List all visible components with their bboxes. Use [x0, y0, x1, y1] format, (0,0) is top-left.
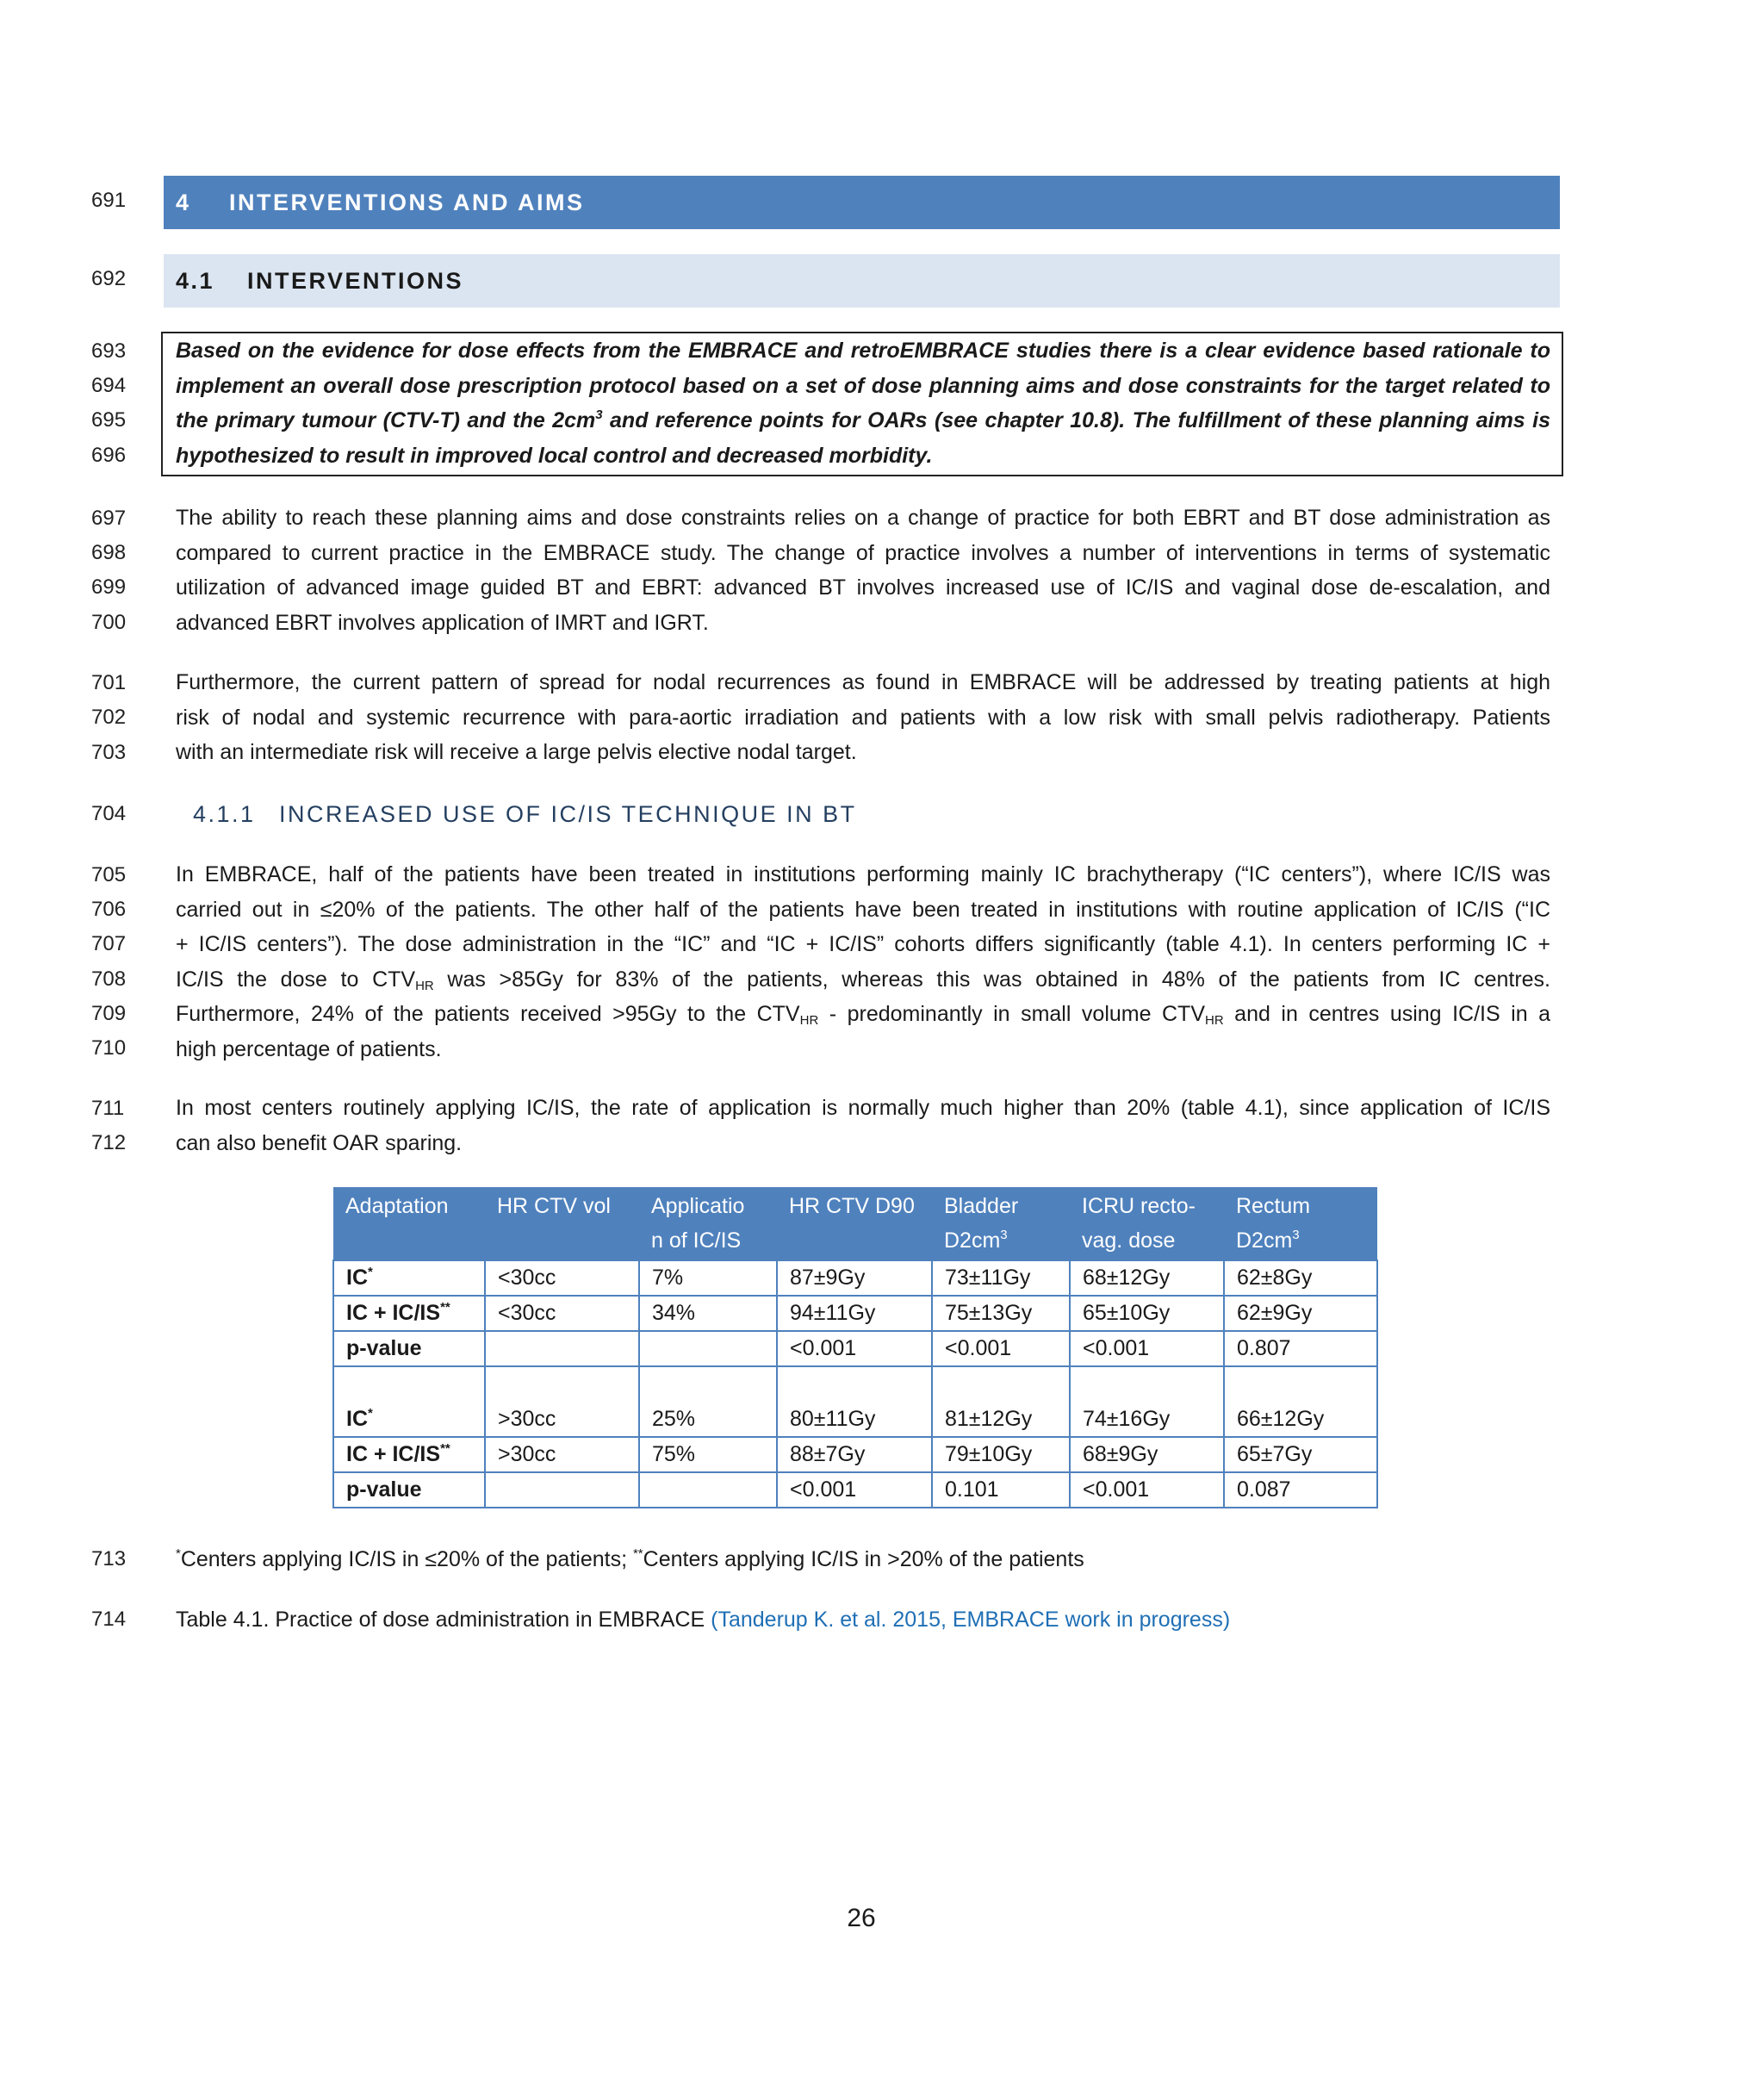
cell-rectum: 62±9Gy	[1224, 1296, 1377, 1331]
text-run: IC/IS the dose to CTV	[176, 967, 416, 992]
text-line: advanced EBRT involves application of IMRT and IGRT.	[176, 610, 709, 635]
line-number-714: 714	[91, 1608, 127, 1631]
line-number-705: 705	[91, 863, 127, 886]
paragraph-practice-change	[176, 501, 1550, 640]
subscript: HR	[1205, 1013, 1224, 1028]
table-row	[333, 1472, 1377, 1508]
text-line: In EMBRACE, half of the patients have been treated in institutions performing mainly IC brachytherapy (“IC centers”), where IC/IS was	[176, 862, 1550, 886]
cell-bladder: 0.101	[932, 1472, 1070, 1508]
paragraph-nodal-recurrence	[176, 665, 1550, 770]
paragraph-application-rate	[176, 1091, 1550, 1160]
cell-rectum: 0.087	[1224, 1472, 1377, 1508]
cell-rectum: 62±8Gy	[1224, 1260, 1377, 1296]
text-run: Furthermore, 24% of the patients received >95Gy to the CTV	[176, 1002, 800, 1026]
text-line: compared to current practice in the EMBRACE study. The change of practice involves a number of interventions in terms of systematic	[176, 540, 1550, 565]
cell-d90: 80±11Gy	[777, 1366, 932, 1437]
text-line: + IC/IS centers”). The dose administration in the “IC” and “IC + IC/IS” cohorts differs significantly (table 4.1). In centers performing IC +	[176, 932, 1550, 956]
line-number-691: 691	[91, 189, 127, 212]
cell-icru: <0.001	[1070, 1331, 1224, 1366]
line-number-694: 694	[91, 374, 127, 397]
line-number-692: 692	[91, 267, 127, 290]
cell-adaptation: IC + IC/IS**	[333, 1437, 485, 1472]
text-line: implement an overall dose prescription protocol based on a set of dose planning aims and dose constraints for the target related to	[176, 373, 1550, 398]
cell-rectum: 66±12Gy	[1224, 1366, 1377, 1437]
section-title: INTERVENTIONS AND AIMS	[229, 190, 585, 215]
cell-bladder: 75±13Gy	[932, 1296, 1070, 1331]
cell-bladder: 73±11Gy	[932, 1260, 1070, 1296]
header-hr-ctv-vol: HR CTV vol	[485, 1187, 639, 1260]
header-adaptation: Adaptation	[333, 1187, 485, 1260]
text-line: In most centers routinely applying IC/IS, the rate of application is normally much higher than 20% (table 4.1), since application of IC/IS	[176, 1096, 1550, 1120]
page-number: 26	[847, 1904, 876, 1932]
line-number-701: 701	[91, 671, 127, 694]
text-line: can also benefit OAR sparing.	[176, 1130, 463, 1155]
text-line: Furthermore, the current pattern of spread for nodal recurrences as found in EMBRACE will be addressed by treating patients at high	[176, 670, 1550, 694]
line-number-711: 711	[91, 1097, 125, 1120]
cell-icru: 68±12Gy	[1070, 1260, 1224, 1296]
text-run: was >85Gy for 83% of the patients, whereas this was obtained in 48% of the patients from IC centres.	[433, 967, 1550, 992]
subsubsection-title: INCREASED USE OF IC/IS TECHNIQUE IN BT	[279, 801, 857, 827]
line-number-700: 700	[91, 611, 127, 634]
cell-rectum: 0.807	[1224, 1331, 1377, 1366]
text-run: the primary tumour (CTV-T) and the 2cm	[176, 408, 596, 432]
table-footnote	[176, 1542, 1084, 1577]
text-line	[176, 403, 1550, 438]
cell-d90: <0.001	[777, 1472, 932, 1508]
hypothesis-text	[176, 333, 1550, 473]
cell-app: 7%	[639, 1260, 777, 1296]
text-line: with an intermediate risk will receive a large pelvis elective nodal target.	[176, 740, 857, 764]
subsection-heading-bar	[164, 254, 1560, 308]
cell-vol: <30cc	[485, 1296, 639, 1331]
citation-link[interactable]: (Tanderup K. et al. 2015, EMBRACE work in progress)	[711, 1608, 1231, 1632]
footnote-mark: *	[176, 1546, 181, 1561]
cell-vol: <30cc	[485, 1260, 639, 1296]
section-heading-bar	[164, 176, 1560, 229]
text-line: risk of nodal and systemic recurrence with para-aortic irradiation and patients with a low risk with small pelvis radiotherapy. Patients	[176, 705, 1550, 730]
line-number-709: 709	[91, 1002, 127, 1025]
line-number-707: 707	[91, 932, 127, 955]
caption-text: Table 4.1. Practice of dose administration in EMBRACE	[176, 1608, 711, 1632]
footnote-mark: **	[632, 1546, 643, 1561]
table-row	[333, 1331, 1377, 1366]
line-number-697: 697	[91, 507, 127, 530]
paragraph-ic-centers	[176, 857, 1550, 1067]
table-caption	[176, 1602, 1230, 1637]
subsection-number: 4.1	[176, 268, 215, 294]
cell-icru: 68±9Gy	[1070, 1437, 1224, 1472]
text-line: The ability to reach these planning aims and dose constraints relies on a change of practice for both EBRT and BT dose administration as	[176, 506, 1550, 530]
table-header-row	[333, 1187, 1377, 1260]
header-hr-ctv-d90: HR CTV D90	[777, 1187, 932, 1260]
table-row	[333, 1437, 1377, 1472]
cell-d90: 87±9Gy	[777, 1260, 932, 1296]
cell-adaptation: IC*	[333, 1366, 485, 1437]
text-line: hypothesized to result in improved local control and decreased morbidity.	[176, 443, 933, 468]
cell-icru: 65±10Gy	[1070, 1296, 1224, 1331]
cell-app	[639, 1331, 777, 1366]
cell-icru: <0.001	[1070, 1472, 1224, 1508]
text-line	[176, 962, 1550, 998]
cell-d90: 88±7Gy	[777, 1437, 932, 1472]
header-application: Applicatio n of IC/IS	[639, 1187, 777, 1260]
line-number-710: 710	[91, 1036, 127, 1060]
text-line	[176, 997, 1550, 1032]
section-number: 4	[176, 190, 191, 215]
cell-app: 25%	[639, 1366, 777, 1437]
line-number-708: 708	[91, 967, 127, 991]
subscript: HR	[799, 1013, 819, 1028]
dose-administration-table	[332, 1187, 1378, 1508]
table-row	[333, 1260, 1377, 1296]
cell-vol: >30cc	[485, 1437, 639, 1472]
line-number-712: 712	[91, 1131, 127, 1154]
line-number-702: 702	[91, 706, 127, 729]
subsubsection-heading	[193, 797, 857, 831]
cell-vol: >30cc	[485, 1366, 639, 1437]
cell-d90: <0.001	[777, 1331, 932, 1366]
cell-vol	[485, 1472, 639, 1508]
cell-bladder: <0.001	[932, 1331, 1070, 1366]
cell-adaptation: IC + IC/IS**	[333, 1296, 485, 1331]
cell-rectum: 65±7Gy	[1224, 1437, 1377, 1472]
line-number-696: 696	[91, 444, 127, 467]
cell-icru: 74±16Gy	[1070, 1366, 1224, 1437]
cell-adaptation: p-value	[333, 1472, 485, 1508]
text-line: utilization of advanced image guided BT and EBRT: advanced BT involves increased use of IC/IS and vaginal dose de-escalation, and	[176, 575, 1550, 600]
line-number-695: 695	[91, 408, 127, 432]
line-number-713: 713	[91, 1547, 127, 1570]
line-number-699: 699	[91, 575, 127, 599]
line-number-706: 706	[91, 898, 127, 921]
text-line: carried out in ≤20% of the patients. The other half of the patients have been treated in institutions with routine application of IC/IS (“IC	[176, 897, 1550, 922]
cell-bladder: 79±10Gy	[932, 1437, 1070, 1472]
text-run: and reference points for OARs (see chapter 10.8). The fulfillment of these planning aims is	[602, 408, 1550, 432]
header-icru: ICRU recto- vag. dose	[1070, 1187, 1224, 1260]
line-number-693: 693	[91, 339, 127, 363]
text-line: high percentage of patients.	[176, 1036, 442, 1061]
superscript: 3	[595, 407, 603, 422]
cell-vol	[485, 1331, 639, 1366]
table-row	[333, 1366, 1377, 1437]
subsection-title: INTERVENTIONS	[247, 268, 464, 294]
header-rectum: Rectum $D2cm^3$	[1224, 1187, 1377, 1260]
footnote-text: Centers applying IC/IS in ≤20% of the patients;	[180, 1547, 633, 1571]
cell-app: 34%	[639, 1296, 777, 1331]
text-run: - predominantly in small volume CTV	[818, 1002, 1206, 1026]
text-run: and in centres using IC/IS in a	[1223, 1002, 1550, 1026]
cell-app	[639, 1472, 777, 1508]
subscript: HR	[415, 978, 434, 993]
subsubsection-number: 4.1.1	[193, 801, 256, 827]
cell-bladder: 81±12Gy	[932, 1366, 1070, 1437]
cell-d90: 94±11Gy	[777, 1296, 932, 1331]
cell-app: 75%	[639, 1437, 777, 1472]
footnote-text: Centers applying IC/IS in >20% of the patients	[643, 1547, 1084, 1571]
header-bladder: Bladder $D2cm^3$	[932, 1187, 1070, 1260]
line-number-698: 698	[91, 541, 127, 564]
line-number-704: 704	[91, 802, 127, 825]
cell-adaptation: p-value	[333, 1331, 485, 1366]
cell-adaptation: IC*	[333, 1260, 485, 1296]
text-line: Based on the evidence for dose effects from the EMBRACE and retroEMBRACE studies there is a clear evidence based rationale to	[176, 339, 1550, 363]
line-number-703: 703	[91, 741, 127, 764]
table-row	[333, 1296, 1377, 1331]
